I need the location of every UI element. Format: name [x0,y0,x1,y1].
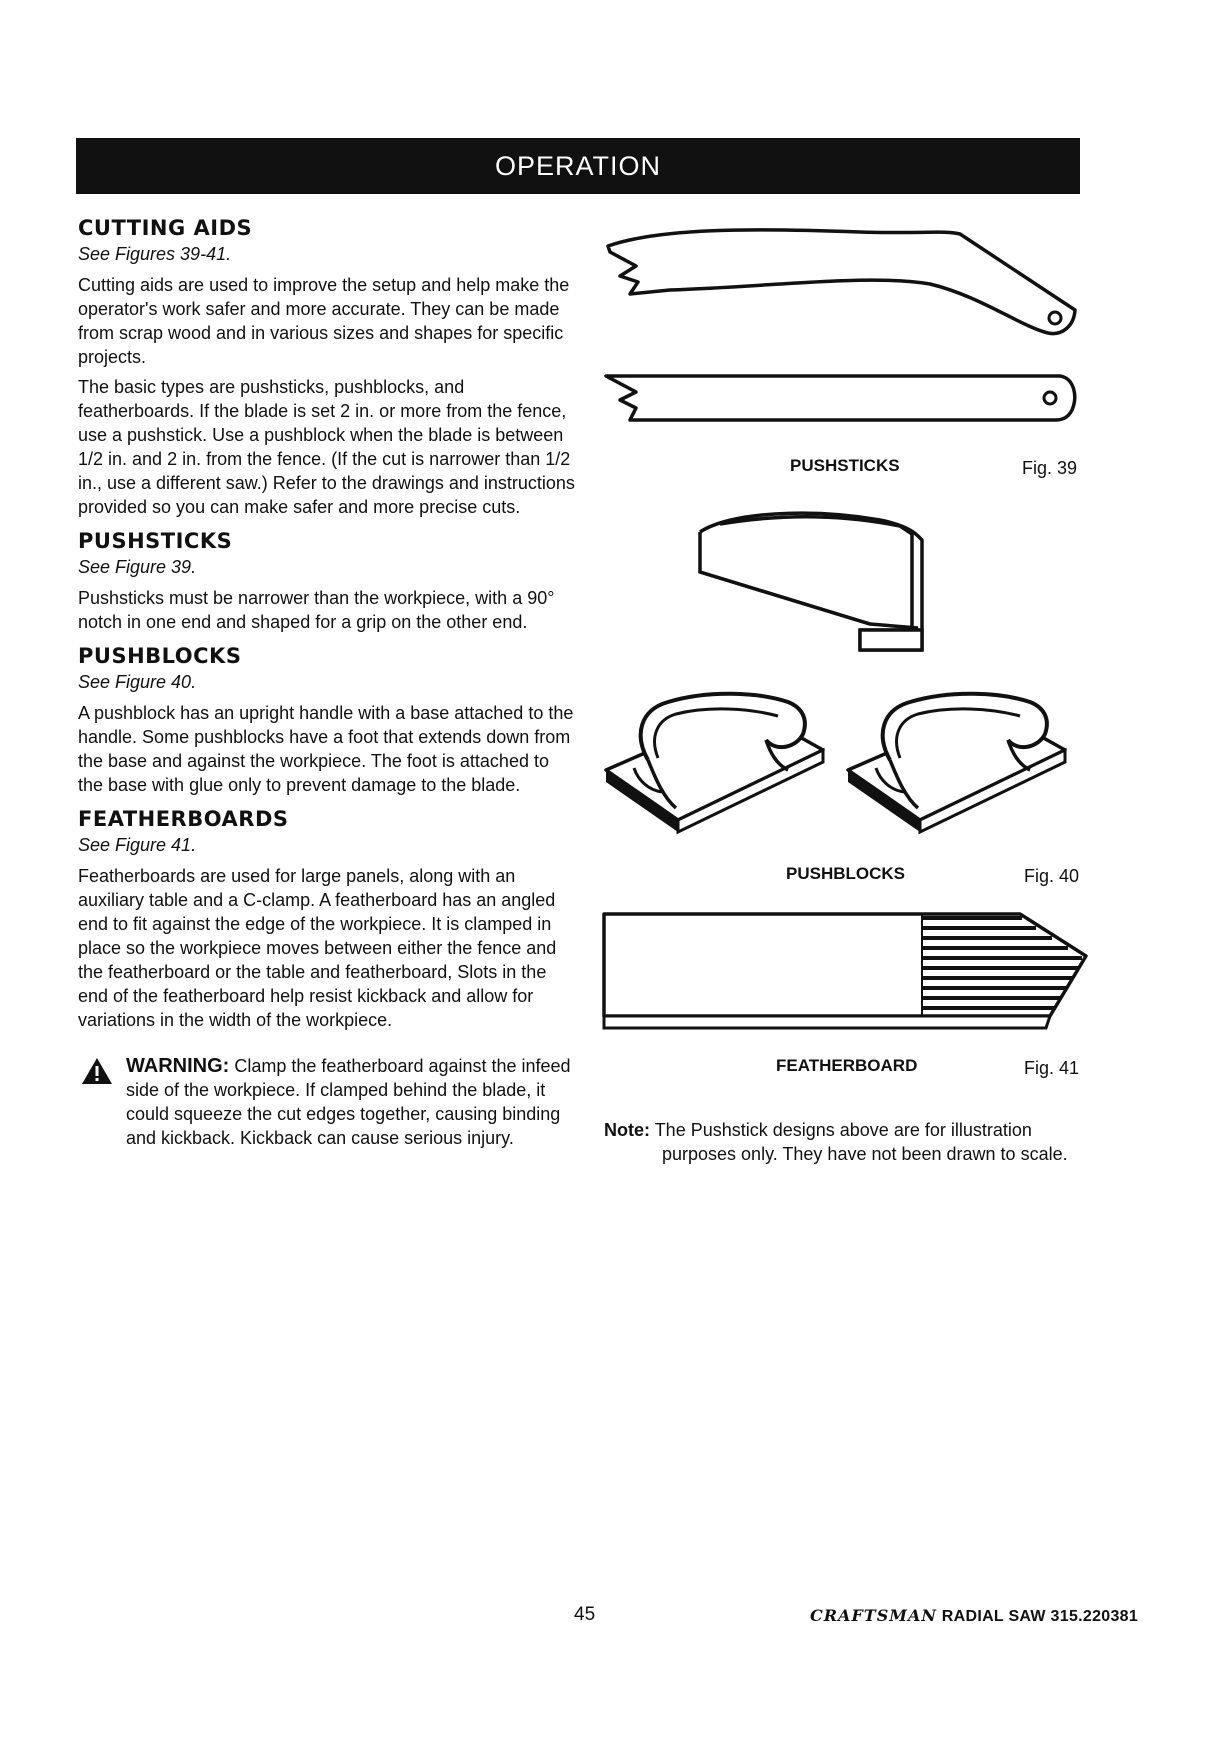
section-header [76,138,1080,194]
pushstick-straight-drawing [600,370,1080,426]
warning-text: Clamp the featherboard against the infeed side of the workpiece. If clamped behind the blade, it could squeeze the cut edges together, causing binding and kickback. Kickback can cause serious injury. [126,1056,571,1148]
section-header-title: OPERATION [494,151,662,181]
pushsticks-see: See Figure 39. [78,557,197,577]
brand-logo: CRAFTSMAN [810,1606,938,1625]
section-pushblocks [78,644,578,797]
cutting-aids-see: See Figures 39-41. [78,244,232,264]
section-cutting-aids [78,216,578,519]
footer-brand-line [810,1606,1138,1626]
cutting-aids-title: CUTTING AIDS [78,216,253,240]
fig40-number: Fig. 40 [1024,866,1080,886]
pushstick-curved-drawing [600,218,1080,338]
pushblock-handle-right-drawing [840,680,1075,850]
pushblock-single-drawing [690,500,960,660]
note-text: The Pushstick designs above are for illustration purposes only. They have not been drawn to scale. [654,1120,1068,1164]
featherboards-title: FEATHERBOARDS [78,807,289,831]
cutting-aids-para-1: Cutting aids are used to improve the setup and help make the operator's work safer and more accurate. They can be made from scrap wood and in various sizes and shapes for specific projects. [78,275,570,367]
pushblock-handle-left-drawing [598,680,833,850]
pushblocks-title: PUSHBLOCKS [78,644,242,668]
pushsticks-title: PUSHSTICKS [78,529,233,553]
featherboards-see: See Figure 41. [78,835,197,855]
section-featherboards [78,807,578,1032]
section-pushsticks [78,529,578,634]
note-block [604,1118,1084,1166]
text-column [78,216,578,1150]
pushblocks-para-1: A pushblock has an upright handle with a base attached to the handle. Some pushblocks have a foot that extends down from the base and against the workpiece. The foot is attached to the base with glue only to prevent damage to the blade. [78,703,574,795]
warning-block [78,1054,578,1150]
note-label: Note: [604,1120,650,1140]
warning-label: WARNING: [126,1055,230,1077]
page-number: 45 [574,1604,596,1625]
fig41-caption: FEATHERBOARD [776,1056,918,1075]
pushsticks-para-1: Pushsticks must be narrower than the workpiece, with a 90° notch in one end and shaped for a grip on the other end. [78,588,555,632]
pushblocks-see: See Figure 40. [78,672,197,692]
warning-triangle-icon [80,1056,114,1086]
featherboard-drawing [600,900,1090,1036]
product-name: RADIAL SAW 315.220381 [941,1608,1139,1625]
fig40-caption: PUSHBLOCKS [786,864,906,883]
fig39-number: Fig. 39 [1022,458,1078,478]
fig39-caption: PUSHSTICKS [790,456,900,475]
fig41-number: Fig. 41 [1024,1058,1080,1078]
featherboards-para-1: Featherboards are used for large panels, along with an auxiliary table and a C-clamp. A featherboard has an angled end to fit against the edge of the workpiece. It is clamped in place so the workpiece moves between either the fence and the featherboard or the table and featherboard, Slots in the end of the featherboard help resist kickback and allow for variations in the width of the workpiece. [78,866,557,1030]
cutting-aids-para-2: The basic types are pushsticks, pushblocks, and featherboards. If the blade is set 2 in. or more from the fence, use a pushstick. Use a pushblock when the blade is between 1/2 in. and 2 in. from the fence. (If the cut is narrower than 1/2 in., use a different saw.) Refer to the drawings and instructions provided so you can make safer and more precise cuts. [78,377,575,517]
